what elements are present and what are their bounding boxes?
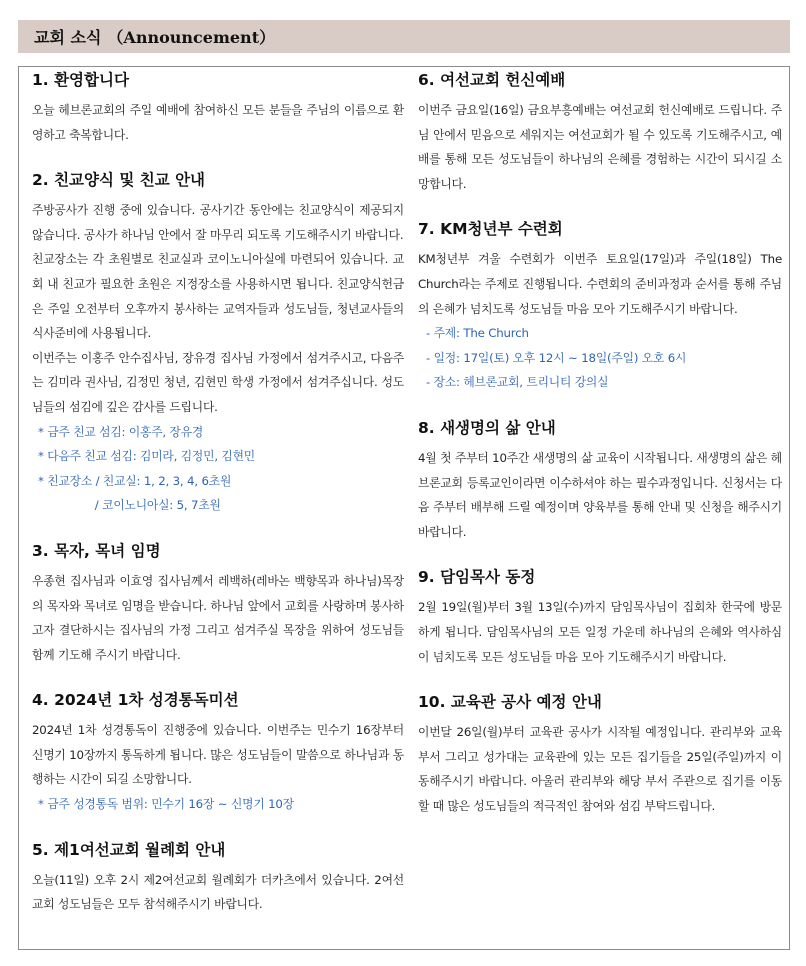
section-paragraph: 오늘(11일) 오후 2시 제2여선교회 월례회가 더카츠에서 있습니다. 2여선교회 성도님들은 모두 참석해주시기 바랍니다. [32, 872, 404, 912]
announcement-section [32, 169, 404, 518]
section-paragraph: 주방공사가 진행 중에 있습니다. 공사기간 동안에는 친교양식이 제공되지 않습니다. 공사가 하나님 안에서 잘 마무리 되도록 기도해주시기 바랍니다. [32, 203, 404, 242]
announcement-section [418, 69, 782, 196]
detail-item: - 주제: The Church [426, 326, 529, 341]
detail-item: * 다음주 친교 섬김: 김미라, 김정민, 김현민 [38, 449, 256, 464]
header-title: 교회 소식 [34, 28, 102, 47]
announcement-section [32, 689, 404, 816]
announcement-section [32, 540, 404, 667]
section-title: 3. 목자, 목녀 임명 [32, 541, 161, 560]
detail-item: - 장소: 헤브론교회, 트리니티 강의실 [426, 375, 609, 390]
section-paragraph: 2월 19일(월)부터 3월 13일(수)까지 담임목사님이 집회차 한국에 방문하게 됩니다. 담임목사님의 모든 일정 가운데 하나님의 은혜와 역사하심이 넘치도록 모든 성도님들 마음 모아 기도해주시기 바랍니다. [418, 600, 782, 664]
section-paragraph: 이번주는 이홍주 안수집사님, 장유경 집사님 가정에서 섬겨주시고, 다음주는 김미라 권사님, 김정민 청년, 김현민 학생 가정에서 섬겨주십니다. 성도님들의 섬김에 깊은 감사를 드립니다. [32, 350, 404, 414]
right-column [418, 69, 782, 840]
left-column [32, 69, 404, 939]
detail-item: / 코이노니아실: 5, 7초원 [38, 498, 221, 513]
section-title: 1. 환영합니다 [32, 71, 129, 89]
announcement-section [418, 691, 782, 818]
section-title: 6. 여선교회 헌신예배 [418, 71, 566, 89]
detail-item: * 금주 친교 섬김: 이홍주, 장유경 [38, 424, 204, 439]
section-title: 7. KM청년부 수련회 [418, 220, 563, 239]
section-paragraph: KM청년부 겨울 수련회가 이번주 토요일(17일)과 주일(18일) The Church라는 주제로 진행됩니다. 수련회의 준비과정과 순서를 통해 주님의 은혜가 넘치도록 성도님들 마음 모아 기도해주시기 바랍니다. [418, 252, 782, 316]
detail-item: - 일정: 17일(토) 오후 12시 ~ 18일(주일) 오호 6시 [426, 350, 687, 365]
section-paragraph: 우종현 집사님과 이효영 집사님께서 레백하(레바논 백향목과 하나님)목장의 목자와 목녀로 임명을 받습니다. 하나님 앞에서 교회를 사랑하며 봉사하고자 결단하시는 집사님의 가정 그리고 섬겨주실 목장을 위하여 성도님들 함께 기도해 주시기 바랍니다. [32, 573, 404, 662]
section-title: 9. 담임목사 동정 [418, 568, 536, 587]
header-subtitle: （Announcement） [107, 28, 276, 47]
announcement-frame [18, 66, 790, 950]
section-title: 8. 새생명의 삶 안내 [418, 418, 556, 437]
announcement-header [18, 20, 790, 53]
detail-item: * 친교장소 / 친교실: 1, 2, 3, 4, 6초원 [38, 473, 232, 488]
detail-item: * 금주 성경통독 범위: 민수기 16장 ~ 신명기 10장 [38, 797, 294, 812]
announcement-section [32, 69, 404, 147]
section-title: 10. 교육관 공사 예정 안내 [418, 693, 602, 712]
announcement-section [418, 417, 782, 544]
section-title: 4. 2024년 1차 성경통독미션 [32, 691, 239, 710]
announcement-section [32, 839, 404, 917]
section-paragraph: 2024년 1차 성경통독이 진행중에 있습니다. 이번주는 민수기 16장부터 신명기 10장까지 통독하게 됩니다. 많은 성도님들이 말씀으로 하나님과 동행하는 시간이 되길 소망합니다. [32, 723, 404, 787]
detail-list [32, 792, 404, 817]
section-paragraph: 4월 첫 주부터 10주간 새생명의 삶 교육이 시작됩니다. 새생명의 삶은 헤브론교회 등록교인이라면 이수하셔야 하는 필수과정입니다. 신청서는 다음 주부터 배부해 드릴 예정이며 양육부를 통해 안내 및 신청을 해주시기 바랍니다. [418, 450, 782, 539]
section-paragraph: 친교장소는 각 초원별로 친교실과 코이노니아실에 마련되어 있습니다. 교회 내 친교가 필요한 초원은 지정장소를 사용하시면 됩니다. 친교양식헌금은 주일 오전부터 오후까지 봉사하는 교역자들과 성도님들, 청년교사들의 식사준비에 사용됩니다. [32, 252, 404, 341]
detail-list [32, 420, 404, 518]
section-title: 2. 친교양식 및 친교 안내 [32, 171, 206, 190]
section-paragraph: 오늘 헤브론교회의 주일 예배에 참여하신 모든 분들을 주님의 이름으로 환영하고 축복합니다. [32, 103, 404, 142]
section-title: 5. 제1여선교회 월례회 안내 [32, 840, 226, 859]
announcement-section [418, 566, 782, 669]
announcement-section [418, 218, 782, 395]
section-paragraph: 이번달 26일(월)부터 교육관 공사가 시작될 예정입니다. 관리부와 교육부서 그리고 성가대는 교육관에 있는 모든 집기들을 25일(주일)까지 이동해주시기 바랍니다. 아울러 관리부와 해당 부서 주관으로 집기를 이동할 때 많은 성도님들의 적극적인 참여와 섬김 부탁드립니다. [418, 725, 782, 813]
section-paragraph: 이번주 금요일(16일) 금요부흥예배는 여선교회 헌신예배로 드립니다. 주님 안에서 믿음으로 세워지는 여선교회가 될 수 있도록 기도해주시고, 예배를 통해 모든 성도님들이 하나님의 은혜를 경험하는 시간이 되시길 소망합니다. [418, 103, 782, 191]
detail-list [418, 321, 782, 395]
